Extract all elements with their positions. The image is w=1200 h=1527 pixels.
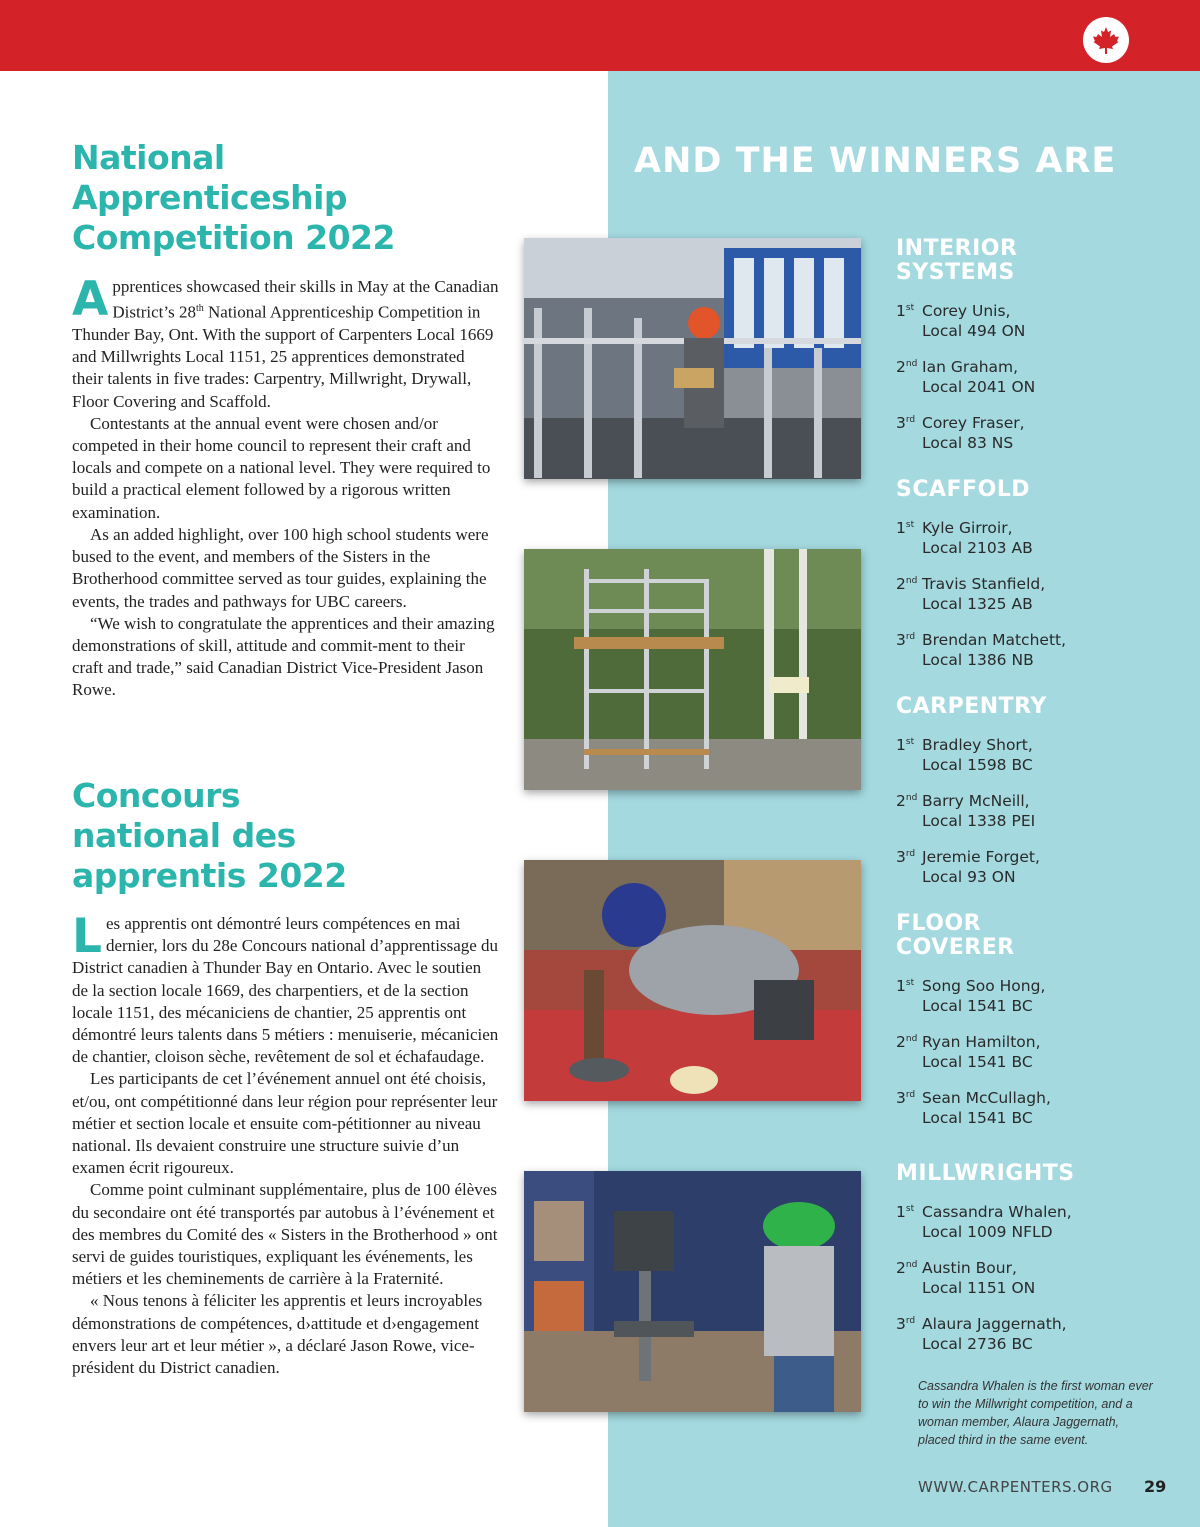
article-paragraph: « Nous tenons à féliciter les apprentis et leurs incroyables démonstrations de compétences, d›attitude et d›engagement envers leur art et leur métier », a déclaré Jason Rowe, vice-président du District canadien. [72, 1291, 483, 1378]
category-title: FLOOR COVERER [896, 911, 1015, 960]
category-floor-coverer [896, 912, 1186, 1128]
winner-entry: 3rd Jeremie Forget, Local 93 ON [896, 848, 1040, 886]
photo-millwright [524, 1171, 861, 1412]
article-paragraph: Contestants at the annual event were chosen and/or competed in their home council to represent their craft and locals and compete on a national level. They were required to build a practical element followed by a rigorous written examination. [72, 413, 491, 522]
category-title: CARPENTRY [896, 694, 1047, 719]
winners-heading: AND THE WINNERS ARE [634, 141, 1117, 181]
article-paragraph: Comme point culminant supplémentaire, plus de 100 élèves du secondaire ont été transportés par autobus à l’événement et des membres du Comité des « Sisters in the Brotherhood » ont servi de guides touristiques, expliquant les événements, les métiers et les cheminements de carrière à la Fraternité. [72, 1180, 498, 1289]
winner-entry: 3rd Alaura Jaggernath, Local 2736 BC [896, 1315, 1067, 1353]
drop-cap: L [72, 909, 102, 964]
maple-leaf-icon [1083, 17, 1129, 63]
winner-entry: 1st Kyle Girroir, Local 2103 AB [896, 519, 1033, 557]
winner-entry: 1st Corey Unis, Local 494 ON [896, 302, 1026, 340]
photo-scaffold [524, 549, 861, 790]
article-paragraph: As an added highlight, over 100 high school students were bused to the event, and members of the Sisters in the Brotherhood committee served as tour guides, explaining the events, the trades and pathways for UBC careers. [72, 524, 489, 611]
category-millwrights [896, 1162, 1186, 1354]
winner-entry: 1st Cassandra Whalen, Local 1009 NFLD [896, 1203, 1072, 1241]
page-number: 29 [1144, 1477, 1167, 1496]
article-paragraph: “We wish to congratulate the apprentices and their amazing demonstrations of skill, attitude and commit-ment to their craft and trade,” said Canadian District Vice-President Jason Rowe. [72, 613, 495, 700]
winner-entry: 3rd Sean McCullagh, Local 1541 BC [896, 1089, 1051, 1127]
category-title: MILLWRIGHTS [896, 1161, 1075, 1186]
footer-url[interactable]: WWW.CARPENTERS.ORG [918, 1478, 1113, 1496]
winner-entry: 3rd Corey Fraser, Local 83 NS [896, 414, 1025, 452]
article-english [72, 272, 500, 702]
winner-entry: 2nd Ian Graham, Local 2041 ON [896, 358, 1036, 396]
winner-entry: 2nd Austin Bour, Local 1151 ON [896, 1259, 1036, 1297]
article-title-french: Concours national des apprentis 2022 [72, 776, 347, 895]
winner-entry: 2nd Ryan Hamilton, Local 1541 BC [896, 1033, 1041, 1071]
article-french [72, 909, 500, 1379]
article-lead-paragraph: Les apprentis ont démontré leurs compétences en mai dernier, lors du 28e Concours national d’apprentissage du District canadien à Thunder Bay en Ontario. Avec le soutien de la section locale 1669, des charpentiers, et de la section locale 1151, des mécaniciens de chantier, 25 apprentis ont démontré leurs talents dans 5 métiers : menuiserie, mécanicien de chantier, cloison sèche, revêtement de sol et échafaudage. [72, 909, 499, 1067]
category-interior-systems [896, 237, 1186, 453]
category-title: INTERIOR SYSTEMS [896, 236, 1018, 285]
article-lead-paragraph: Apprentices showcased their skills in May at the Canadian District’s 28th National Apprenticeship Competition in Thunder Bay, Ont. With the support of Carpenters Local 1669 and Millwrights Local 1151, 25 apprentices demonstrated their talents in five trades: Carpentry, Millwright, Drywall, Floor Covering and Scaffold. [72, 272, 499, 411]
winner-entry: 3rd Brendan Matchett, Local 1386 NB [896, 631, 1067, 669]
photo-interior-systems [524, 238, 861, 479]
article-title-english: National Apprenticeship Competition 2022 [72, 138, 395, 257]
article-paragraph: Les participants de cet l’événement annuel ont été choisis, et/ou, ont compétitionné dans leur région pour représenter leur métier et section locale et ensuite com-pétitionner au niveau national. Ils devaient construire une structure suivie d’un examen écrit rigoureux. [72, 1069, 498, 1178]
category-title: SCAFFOLD [896, 477, 1031, 502]
winner-entry: 2nd Barry McNeill, Local 1338 PEI [896, 792, 1036, 830]
header-bar [0, 0, 1200, 71]
photo-caption: Cassandra Whalen is the first woman ever to win the Millwright competition, and a woman member, Alaura Jaggernath, placed third in the same event. [918, 1379, 1153, 1447]
drop-cap: A [72, 272, 109, 327]
winner-entry: 2nd Travis Stanfield, Local 1325 AB [896, 575, 1046, 613]
winner-entry: 1st Song Soo Hong, Local 1541 BC [896, 977, 1046, 1015]
winner-entry: 1st Bradley Short, Local 1598 BC [896, 736, 1033, 774]
photo-floor-coverer [524, 860, 861, 1101]
category-scaffold [896, 478, 1186, 670]
category-carpentry [896, 695, 1186, 887]
